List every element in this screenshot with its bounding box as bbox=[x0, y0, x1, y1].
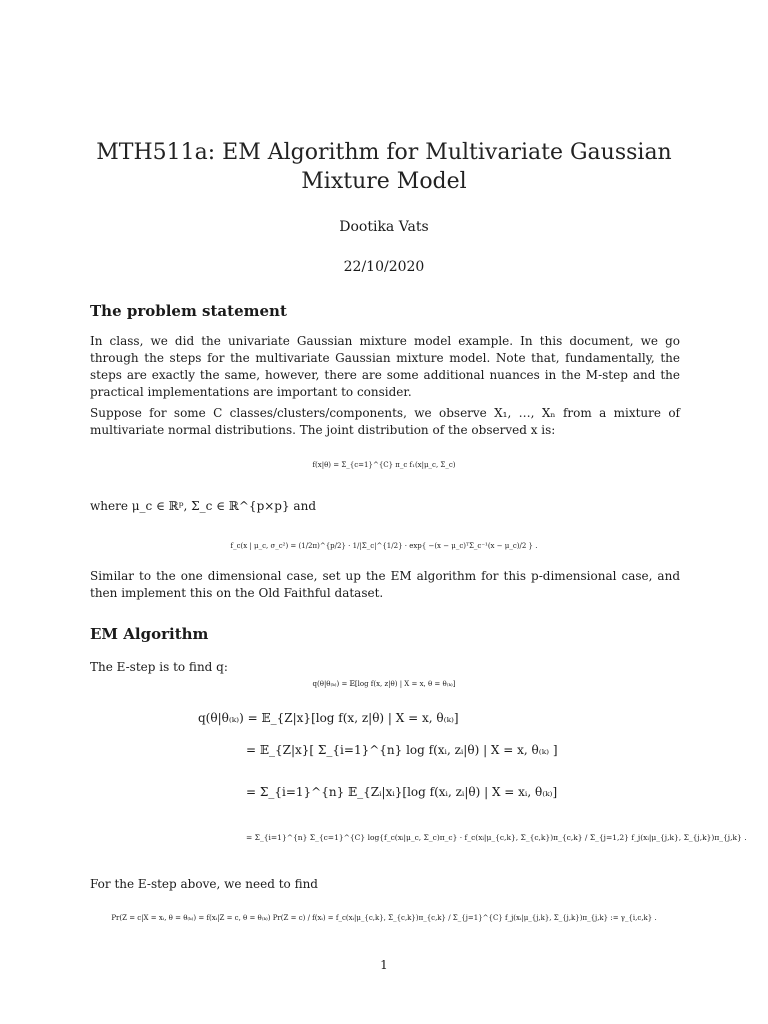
equation-mixture-density: f(x|θ) = Σ_{c=1}^{C} π_c f₁(x|μ_c, Σ_c) bbox=[312, 461, 456, 469]
equation-line-1 bbox=[198, 710, 459, 726]
page-number: 1 bbox=[380, 958, 388, 972]
section-heading-em: EM Algorithm bbox=[90, 625, 209, 643]
equation-line-1-lhs: q(θ|θ₍ₖ₎) = bbox=[198, 711, 262, 725]
equation-line-1-rhs: 𝔼_{Z|x}[log f(x, z|θ) | X = x, θ₍ₖ₎] bbox=[261, 711, 459, 725]
author-name: Dootika Vats bbox=[339, 219, 429, 235]
paragraph-where: where μ_c ∈ ℝᵖ, Σ_c ∈ ℝ^{p×p} and bbox=[90, 499, 316, 513]
paragraph-estep-intro: The E-step is to find q: bbox=[90, 660, 228, 674]
paragraph-setup: Suppose for some C classes/clusters/components, we observe X₁, …, Xₙ from a mixture of multivariate normal distributions. The joint distribution of the observed x is: bbox=[90, 406, 680, 437]
document-title: MTH511a: EM Algorithm for Multivariate Gaussian Mixture Model bbox=[96, 140, 672, 194]
equation-line-2: = 𝔼_{Z|x}[ Σ_{i=1}^{n} log f(xᵢ, zᵢ|θ) | X = x, θ₍ₖ₎ ] bbox=[246, 743, 558, 757]
equation-q-definition: q(θ|θ₍ₖ₎) = 𝔼[log f(x, z|θ) | X = x, θ = θ₍ₖ₎] bbox=[312, 680, 456, 688]
paragraph-intro: In class, we did the univariate Gaussian mixture model example. In this document, we go through the steps for the multivariate Gaussian mixture model. Note that, fundamentally, the steps are exactly the same, however, there are some additional nuances in the M-step and the practical implementations are important to consider. bbox=[90, 334, 680, 399]
document-date: 22/10/2020 bbox=[343, 259, 425, 275]
equation-line-3: = Σ_{i=1}^{n} 𝔼_{Zᵢ|xᵢ}[log f(xᵢ, zᵢ|θ) | X = xᵢ, θ₍ₖ₎] bbox=[246, 785, 558, 799]
equation-gamma: Pr(Z = c|X = xᵢ, θ = θ₍ₖ₎) = f(xᵢ|Z = c, θ = θ₍ₖ₎) Pr(Z = c) / f(xᵢ) = f_c(xᵢ|μ_{c,k}, Σ_{c,k})π_{c,k} / Σ_{j=1}^{C} f_j(xᵢ|μ_{j,k}, Σ_{j,k})π_{j,k} := γ_{i,c,k} . bbox=[111, 914, 657, 922]
section-heading-problem: The problem statement bbox=[90, 302, 287, 320]
equation-normal-density: f_c(x | μ_c, σ_c²) = (1/2π)^{p/2} · 1/|Σ_c|^{1/2} · exp{ −(x − μ_c)ᵀΣ_c⁻¹(x − μ_c)/2 } . bbox=[230, 542, 538, 550]
equation-line-4: = Σ_{i=1}^{n} Σ_{c=1}^{C} log{f_c(xᵢ|μ_c, Σ_c)π_c} · f_c(xᵢ|μ_{c,k}, Σ_{c,k})π_{c,k} / Σ_{j=1,2} f_j(xᵢ|μ_{j,k}, Σ_{j,k})π_{j,k} . bbox=[246, 833, 747, 842]
paragraph-old-faithful: Similar to the one dimensional case, set up the EM algorithm for this p-dimensional case, and then implement this on the Old Faithful dataset. bbox=[90, 569, 680, 600]
paragraph-find-intro: For the E-step above, we need to find bbox=[90, 877, 318, 891]
